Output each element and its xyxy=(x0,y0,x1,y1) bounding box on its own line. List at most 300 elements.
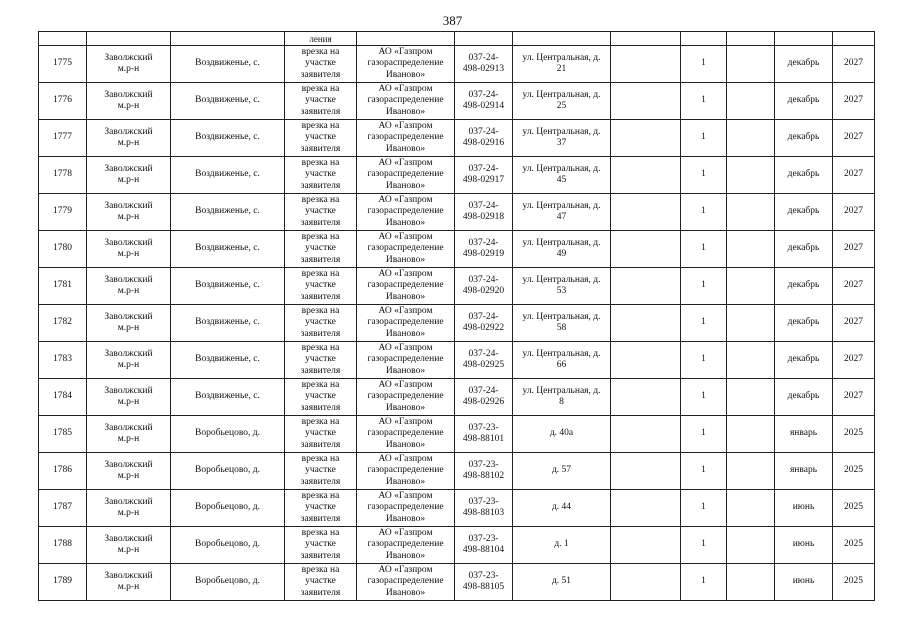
address-line: 47 xyxy=(556,212,567,222)
table-cell xyxy=(171,32,285,46)
year-cell: 2027 xyxy=(833,342,875,379)
address-cell xyxy=(513,564,611,601)
organization-cell xyxy=(357,453,455,490)
connection-method-line: заявителя xyxy=(300,69,341,80)
organization-cell xyxy=(357,379,455,416)
empty-cell xyxy=(727,268,775,305)
organization-line: АО «Газпром xyxy=(378,157,433,168)
month-cell: декабрь xyxy=(775,46,833,83)
organization-line: Иваново» xyxy=(385,513,426,524)
connection-method-cell xyxy=(285,564,357,601)
quantity-cell: 1 xyxy=(681,416,727,453)
organization-line: Иваново» xyxy=(385,439,426,450)
row-number-cell: 1782 xyxy=(39,305,87,342)
connection-method-line: заявителя xyxy=(300,291,341,302)
application-code-cell xyxy=(455,564,513,601)
district-cell xyxy=(87,527,171,564)
organization-cell xyxy=(357,342,455,379)
district-line: Заволжский xyxy=(104,422,153,433)
organization-line: газораспределение xyxy=(367,58,444,69)
organization-line: Иваново» xyxy=(385,550,426,561)
district-line: м.р-н xyxy=(117,101,140,111)
connection-method-line: участке xyxy=(305,95,336,106)
address-line: д. 57 xyxy=(551,465,572,476)
district-line: Заволжский xyxy=(104,163,153,174)
organization-line: газораспределение xyxy=(367,539,444,550)
connection-method-line: заявителя xyxy=(300,143,341,154)
empty-cell xyxy=(611,305,681,342)
table-row xyxy=(39,342,875,379)
address-cell xyxy=(513,120,611,157)
address-line: ул. Центральная, д. xyxy=(522,348,601,359)
district-line: м.р-н xyxy=(117,249,140,259)
empty-cell xyxy=(727,490,775,527)
address-line: ул. Центральная, д. xyxy=(522,52,601,63)
connection-method-line: участке xyxy=(305,465,336,476)
application-code-line: 498-02916 xyxy=(462,138,505,148)
table-row xyxy=(39,46,875,83)
connection-method-line: заявителя xyxy=(300,587,341,598)
connection-method-line: врезка на xyxy=(301,490,340,501)
connection-method-line: заявителя xyxy=(300,476,341,487)
address-line: д. 44 xyxy=(551,502,572,513)
connection-method-line: участке xyxy=(305,58,336,69)
empty-cell xyxy=(727,342,775,379)
connection-method-cell xyxy=(285,305,357,342)
organization-line: Иваново» xyxy=(385,254,426,265)
connection-method-line: участке xyxy=(305,243,336,254)
address-line: ул. Центральная, д. xyxy=(522,237,601,248)
connection-method-cell xyxy=(285,120,357,157)
empty-cell xyxy=(727,157,775,194)
organization-line: Иваново» xyxy=(385,476,426,487)
organization-cell xyxy=(357,305,455,342)
district-cell xyxy=(87,490,171,527)
quantity-cell: 1 xyxy=(681,83,727,120)
connection-method-cell xyxy=(285,231,357,268)
settlement-cell: Воробьецово, д. xyxy=(171,564,285,601)
table-row xyxy=(39,120,875,157)
application-code-line: 037-23- xyxy=(468,570,499,581)
application-code-cell xyxy=(455,46,513,83)
settlement-cell: Воздвиженье, с. xyxy=(171,231,285,268)
organization-line: Иваново» xyxy=(385,69,426,80)
quantity-cell: 1 xyxy=(681,268,727,305)
district-line: Заволжский xyxy=(104,570,153,581)
month-cell: декабрь xyxy=(775,342,833,379)
district-cell xyxy=(87,268,171,305)
connection-method-line: врезка на xyxy=(301,564,340,575)
district-line: м.р-н xyxy=(117,545,140,555)
connection-method-line: заявителя xyxy=(300,180,341,191)
organization-line: Иваново» xyxy=(385,143,426,154)
table-row xyxy=(39,490,875,527)
row-number-cell: 1786 xyxy=(39,453,87,490)
organization-line: Иваново» xyxy=(385,291,426,302)
application-code-line: 498-88101 xyxy=(462,434,505,444)
district-line: м.р-н xyxy=(117,138,140,148)
connection-method-cell xyxy=(285,342,357,379)
district-line: Заволжский xyxy=(104,89,153,100)
empty-cell xyxy=(727,231,775,268)
connection-method-line: врезка на xyxy=(301,268,340,279)
organization-line: газораспределение xyxy=(367,391,444,402)
connection-method-line: участке xyxy=(305,539,336,550)
address-line: 25 xyxy=(556,101,567,111)
application-code-line: 037-24- xyxy=(468,348,499,359)
month-cell: июнь xyxy=(775,564,833,601)
application-code-cell xyxy=(455,527,513,564)
application-code-line: 498-02926 xyxy=(462,397,505,407)
month-cell: декабрь xyxy=(775,194,833,231)
year-cell: 2027 xyxy=(833,157,875,194)
district-line: Заволжский xyxy=(104,52,153,63)
settlement-cell: Воздвиженье, с. xyxy=(171,268,285,305)
address-line: 8 xyxy=(559,397,564,407)
month-cell: декабрь xyxy=(775,268,833,305)
connection-method-line: заявителя xyxy=(300,365,341,376)
organization-line: газораспределение xyxy=(367,280,444,291)
table-cell xyxy=(775,32,833,46)
page-number: 387 xyxy=(442,13,463,28)
application-code-line: 498-02918 xyxy=(462,212,505,222)
table-row xyxy=(39,83,875,120)
district-line: м.р-н xyxy=(117,175,140,185)
organization-cell xyxy=(357,46,455,83)
organization-line: АО «Газпром xyxy=(378,83,433,94)
connection-method-cell xyxy=(285,379,357,416)
address-cell xyxy=(513,453,611,490)
year-cell: 2027 xyxy=(833,83,875,120)
organization-line: газораспределение xyxy=(367,354,444,365)
application-code-line: 498-88105 xyxy=(462,582,505,592)
connection-method-line: заявителя xyxy=(300,439,341,450)
organization-line: АО «Газпром xyxy=(378,268,433,279)
organization-cell xyxy=(357,231,455,268)
application-code-line: 498-02917 xyxy=(462,175,505,185)
address-line: ул. Центральная, д. xyxy=(522,200,601,211)
connection-method-cell xyxy=(285,527,357,564)
organization-line: газораспределение xyxy=(367,317,444,328)
connection-method-line: врезка на xyxy=(301,231,340,242)
organization-cell xyxy=(357,416,455,453)
address-line: 66 xyxy=(556,360,567,370)
district-cell xyxy=(87,157,171,194)
organization-line: АО «Газпром xyxy=(378,527,433,538)
empty-cell xyxy=(611,157,681,194)
address-line: д. 40а xyxy=(549,428,574,439)
quantity-cell: 1 xyxy=(681,46,727,83)
address-line: ул. Центральная, д. xyxy=(522,274,601,285)
empty-cell xyxy=(611,379,681,416)
organization-line: Иваново» xyxy=(385,328,426,339)
month-cell: июнь xyxy=(775,527,833,564)
address-line: ул. Центральная, д. xyxy=(522,89,601,100)
continued-header-row xyxy=(39,32,875,46)
year-cell: 2025 xyxy=(833,527,875,564)
empty-cell xyxy=(727,564,775,601)
quantity-cell: 1 xyxy=(681,564,727,601)
row-number-cell: 1789 xyxy=(39,564,87,601)
address-line: д. 51 xyxy=(551,576,572,587)
application-code-line: 037-24- xyxy=(468,163,499,174)
application-code-cell xyxy=(455,453,513,490)
table-cell xyxy=(357,32,455,46)
row-number-cell: 1780 xyxy=(39,231,87,268)
application-code-line: 037-23- xyxy=(468,459,499,470)
organization-line: АО «Газпром xyxy=(378,342,433,353)
table-row xyxy=(39,527,875,564)
address-cell xyxy=(513,416,611,453)
connection-method-cell xyxy=(285,453,357,490)
organization-line: АО «Газпром xyxy=(378,46,433,57)
organization-line: АО «Газпром xyxy=(378,305,433,316)
row-number-cell: 1778 xyxy=(39,157,87,194)
empty-cell xyxy=(727,453,775,490)
organization-line: Иваново» xyxy=(385,587,426,598)
connection-method-line: врезка на xyxy=(301,194,340,205)
application-code-cell xyxy=(455,268,513,305)
organization-cell xyxy=(357,490,455,527)
application-code-cell xyxy=(455,379,513,416)
row-number-cell: 1775 xyxy=(39,46,87,83)
application-code-cell xyxy=(455,342,513,379)
connection-method-line: врезка на xyxy=(301,527,340,538)
district-line: м.р-н xyxy=(117,323,140,333)
connection-method-cell xyxy=(285,490,357,527)
empty-cell xyxy=(727,120,775,157)
empty-cell xyxy=(611,453,681,490)
empty-cell xyxy=(727,379,775,416)
address-cell xyxy=(513,268,611,305)
year-cell: 2027 xyxy=(833,379,875,416)
district-cell xyxy=(87,194,171,231)
connection-method-line: врезка на xyxy=(301,46,340,57)
address-cell xyxy=(513,527,611,564)
month-cell: декабрь xyxy=(775,157,833,194)
empty-cell xyxy=(727,527,775,564)
application-code-line: 037-24- xyxy=(468,200,499,211)
address-line: ул. Центральная, д. xyxy=(522,385,601,396)
connection-method-line: врезка на xyxy=(301,416,340,427)
connection-method-line: заявителя xyxy=(300,550,341,561)
district-line: Заволжский xyxy=(104,459,153,470)
settlement-cell: Воздвиженье, с. xyxy=(171,379,285,416)
address-line: ул. Центральная, д. xyxy=(522,126,601,137)
application-code-line: 498-02920 xyxy=(462,286,505,296)
address-cell xyxy=(513,342,611,379)
settlement-cell: Воздвиженье, с. xyxy=(171,342,285,379)
address-line: д. 1 xyxy=(554,539,569,550)
empty-cell xyxy=(611,231,681,268)
address-line: ул. Центральная, д. xyxy=(522,311,601,322)
organization-line: Иваново» xyxy=(385,180,426,191)
application-code-line: 498-02914 xyxy=(462,101,505,111)
organization-line: газораспределение xyxy=(367,95,444,106)
table-row xyxy=(39,194,875,231)
address-cell xyxy=(513,46,611,83)
quantity-cell: 1 xyxy=(681,305,727,342)
quantity-cell: 1 xyxy=(681,490,727,527)
month-cell: январь xyxy=(775,416,833,453)
row-number-cell: 1777 xyxy=(39,120,87,157)
table-row xyxy=(39,268,875,305)
district-line: м.р-н xyxy=(117,582,140,592)
continued-cell: ления xyxy=(285,32,357,46)
organization-line: газораспределение xyxy=(367,502,444,513)
application-code-line: 498-02925 xyxy=(462,360,505,370)
month-cell: июнь xyxy=(775,490,833,527)
district-cell xyxy=(87,564,171,601)
settlement-cell: Воздвиженье, с. xyxy=(171,46,285,83)
table-cell xyxy=(513,32,611,46)
application-code-line: 037-24- xyxy=(468,385,499,396)
address-line: 49 xyxy=(556,249,567,259)
application-code-line: 037-24- xyxy=(468,126,499,137)
connection-method-cell xyxy=(285,268,357,305)
application-code-cell xyxy=(455,194,513,231)
application-code-line: 037-23- xyxy=(468,422,499,433)
address-cell xyxy=(513,157,611,194)
row-number-cell: 1788 xyxy=(39,527,87,564)
empty-cell xyxy=(611,342,681,379)
organization-line: АО «Газпром xyxy=(378,453,433,464)
organization-line: АО «Газпром xyxy=(378,416,433,427)
row-number-cell: 1776 xyxy=(39,83,87,120)
organization-line: газораспределение xyxy=(367,243,444,254)
settlement-cell: Воздвиженье, с. xyxy=(171,120,285,157)
year-cell: 2025 xyxy=(833,490,875,527)
organization-cell xyxy=(357,120,455,157)
year-cell: 2027 xyxy=(833,231,875,268)
empty-cell xyxy=(727,194,775,231)
district-line: Заволжский xyxy=(104,200,153,211)
quantity-cell: 1 xyxy=(681,194,727,231)
district-line: м.р-н xyxy=(117,64,140,74)
organization-cell xyxy=(357,83,455,120)
connection-method-line: врезка на xyxy=(301,157,340,168)
year-cell: 2027 xyxy=(833,305,875,342)
district-line: Заволжский xyxy=(104,274,153,285)
address-line: 53 xyxy=(556,286,567,296)
table-cell xyxy=(833,32,875,46)
empty-cell xyxy=(727,416,775,453)
month-cell: декабрь xyxy=(775,83,833,120)
district-line: Заволжский xyxy=(104,496,153,507)
district-cell xyxy=(87,416,171,453)
row-number-cell: 1785 xyxy=(39,416,87,453)
address-cell xyxy=(513,305,611,342)
connections-table xyxy=(38,31,875,601)
connection-method-cell xyxy=(285,157,357,194)
address-line: 45 xyxy=(556,175,567,185)
connection-method-line: заявителя xyxy=(300,513,341,524)
table-row xyxy=(39,231,875,268)
application-code-cell xyxy=(455,83,513,120)
application-code-line: 498-88102 xyxy=(462,471,505,481)
district-line: Заволжский xyxy=(104,533,153,544)
organization-line: газораспределение xyxy=(367,576,444,587)
district-cell xyxy=(87,231,171,268)
connection-method-line: участке xyxy=(305,428,336,439)
connection-method-line: участке xyxy=(305,354,336,365)
organization-line: АО «Газпром xyxy=(378,120,433,131)
connection-method-line: заявителя xyxy=(300,106,341,117)
table-cell xyxy=(39,32,87,46)
empty-cell xyxy=(611,564,681,601)
application-code-cell xyxy=(455,231,513,268)
quantity-cell: 1 xyxy=(681,120,727,157)
table-row xyxy=(39,157,875,194)
quantity-cell: 1 xyxy=(681,379,727,416)
month-cell: декабрь xyxy=(775,305,833,342)
district-line: м.р-н xyxy=(117,286,140,296)
empty-cell xyxy=(611,120,681,157)
application-code-line: 037-24- xyxy=(468,311,499,322)
year-cell: 2027 xyxy=(833,46,875,83)
empty-cell xyxy=(611,527,681,564)
year-cell: 2027 xyxy=(833,268,875,305)
settlement-cell: Воробьецово, д. xyxy=(171,416,285,453)
connection-method-line: заявителя xyxy=(300,328,341,339)
empty-cell xyxy=(611,83,681,120)
district-line: м.р-н xyxy=(117,434,140,444)
empty-cell xyxy=(727,305,775,342)
organization-line: АО «Газпром xyxy=(378,231,433,242)
connection-method-line: участке xyxy=(305,206,336,217)
connection-method-line: врезка на xyxy=(301,120,340,131)
application-code-line: 037-24- xyxy=(468,52,499,63)
organization-cell xyxy=(357,194,455,231)
table-row xyxy=(39,305,875,342)
connection-method-line: участке xyxy=(305,280,336,291)
connection-method-line: врезка на xyxy=(301,453,340,464)
organization-cell xyxy=(357,157,455,194)
connection-method-line: участке xyxy=(305,317,336,328)
district-line: м.р-н xyxy=(117,212,140,222)
application-code-line: 498-88103 xyxy=(462,508,505,518)
row-number-cell: 1783 xyxy=(39,342,87,379)
address-cell xyxy=(513,490,611,527)
organization-line: Иваново» xyxy=(385,106,426,117)
address-line: 37 xyxy=(556,138,567,148)
connection-method-line: участке xyxy=(305,576,336,587)
application-code-line: 037-24- xyxy=(468,237,499,248)
year-cell: 2025 xyxy=(833,453,875,490)
district-cell xyxy=(87,83,171,120)
organization-line: газораспределение xyxy=(367,465,444,476)
table-row xyxy=(39,379,875,416)
organization-line: газораспределение xyxy=(367,169,444,180)
connection-method-line: участке xyxy=(305,169,336,180)
settlement-cell: Воробьецово, д. xyxy=(171,453,285,490)
quantity-cell: 1 xyxy=(681,231,727,268)
row-number-cell: 1779 xyxy=(39,194,87,231)
district-line: м.р-н xyxy=(117,360,140,370)
address-line: 21 xyxy=(556,64,567,74)
connection-method-cell xyxy=(285,46,357,83)
application-code-line: 498-02922 xyxy=(462,323,505,333)
application-code-cell xyxy=(455,416,513,453)
empty-cell xyxy=(611,416,681,453)
address-line: 58 xyxy=(556,323,567,333)
month-cell: декабрь xyxy=(775,120,833,157)
district-cell xyxy=(87,120,171,157)
organization-line: Иваново» xyxy=(385,402,426,413)
application-code-line: 037-24- xyxy=(468,274,499,285)
application-code-line: 037-24- xyxy=(468,89,499,100)
year-cell: 2025 xyxy=(833,564,875,601)
